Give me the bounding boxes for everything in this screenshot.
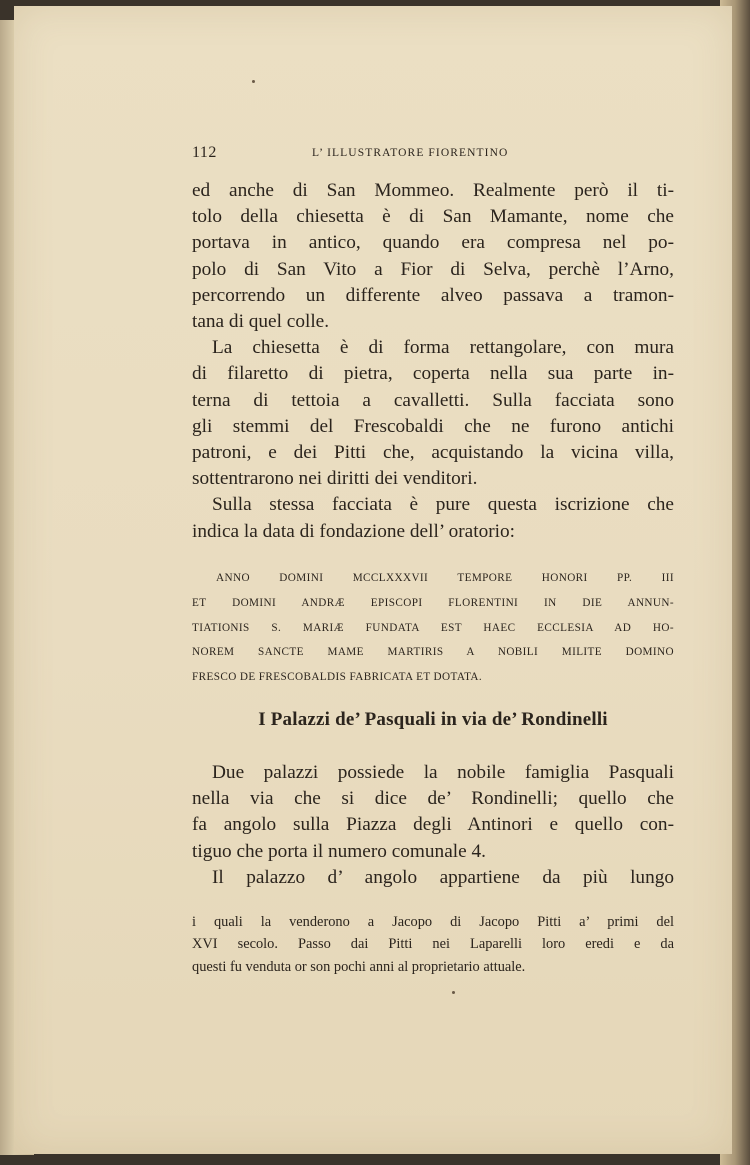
text-line: portava in antico, quando era compresa nel po-: [192, 232, 674, 254]
footnote-line: XVI secolo. Passo dai Pitti nei Laparelli loro eredi e da: [192, 936, 674, 953]
text-line: percorrendo un differente alveo passava a tramon-: [192, 284, 674, 306]
section-heading: I Palazzi de’ Pasquali in via de’ Rondinelli: [258, 709, 608, 730]
running-head: [192, 144, 674, 166]
footnote-line: questi fu venduta or son pochi anni al proprietario attuale.: [192, 958, 526, 975]
footnote-line: i quali la venderono a Jacopo di Jacopo Pitti a’ primi del: [192, 914, 674, 930]
inscription-line: FRESCO DE FRESCOBALDIS FABRICATA ET DOTATA.: [192, 671, 483, 684]
text-line: gli stemmi del Frescobaldi che ne furono antichi: [192, 415, 674, 437]
inscription-line: TIATIONIS S. MARIÆ FUNDATA EST HAEC ECCLESIA AD HO-: [192, 621, 674, 634]
text-line: fa angolo sulla Piazza degli Antinori e quello con-: [192, 814, 674, 836]
inscription-line: NOREM SANCTE MAME MARTIRIS A NOBILI MILITE DOMINO: [192, 646, 674, 659]
text-line: Due palazzi possiede la nobile famiglia Pasquali: [212, 762, 674, 783]
paragraph-3: [192, 492, 674, 544]
text-line: di filaretto di pietra, coperta nella sua parte in-: [192, 363, 674, 385]
inscription-line: ET DOMINI ANDRÆ EPISCOPI FLORENTINI IN DIE ANNUN-: [192, 596, 674, 609]
text-line: tana di quel colle.: [192, 311, 330, 333]
text-line: patroni, e dei Pitti che, acquistando la vicina villa,: [192, 442, 674, 464]
text-line: nella via che si dice de’ Rondinelli; quello che: [192, 788, 674, 810]
section-body-text: [192, 760, 674, 891]
text-line: Il palazzo d’ angolo appartiene da più lungo: [212, 866, 674, 888]
section-paragraph-1: [192, 760, 674, 865]
text-line: La chiesetta è di forma rettangolare, con mura: [212, 337, 674, 359]
page-number: 112: [192, 144, 217, 161]
running-title: L’ ILLUSTRATORE FIORENTINO: [312, 147, 509, 159]
text-line: Sulla stessa facciata è pure questa iscrizione che: [212, 494, 674, 516]
paper-speck: [252, 80, 255, 83]
book-page: [14, 6, 732, 1154]
body-text: [192, 178, 674, 545]
text-line: tiguo che porta il numero comunale 4.: [192, 840, 486, 862]
section-paragraph-2: [192, 865, 674, 891]
text-line: ed anche di San Mommeo. Realmente però il ti-: [192, 180, 674, 201]
paragraph-2: [192, 335, 674, 492]
text-line: sottentrarono nei diritti dei venditori.: [192, 468, 478, 490]
text-line: tolo della chiesetta è di San Mamante, nome che: [192, 206, 674, 228]
paper-speck: [452, 991, 455, 994]
paragraph-1: [192, 178, 674, 335]
text-line: indica la data di fondazione dell’ oratorio:: [192, 520, 516, 542]
text-line: terna di tettoia a cavalletti. Sulla facciata sono: [192, 389, 674, 411]
footnote: [192, 911, 674, 978]
latin-inscription: [192, 566, 674, 690]
inscription-line: ANNO DOMINI MCCLXXXVII TEMPORE HONORI PP. III: [216, 572, 674, 584]
text-line: polo di San Vito a Fior di Selva, perchè l’Arno,: [192, 258, 674, 280]
